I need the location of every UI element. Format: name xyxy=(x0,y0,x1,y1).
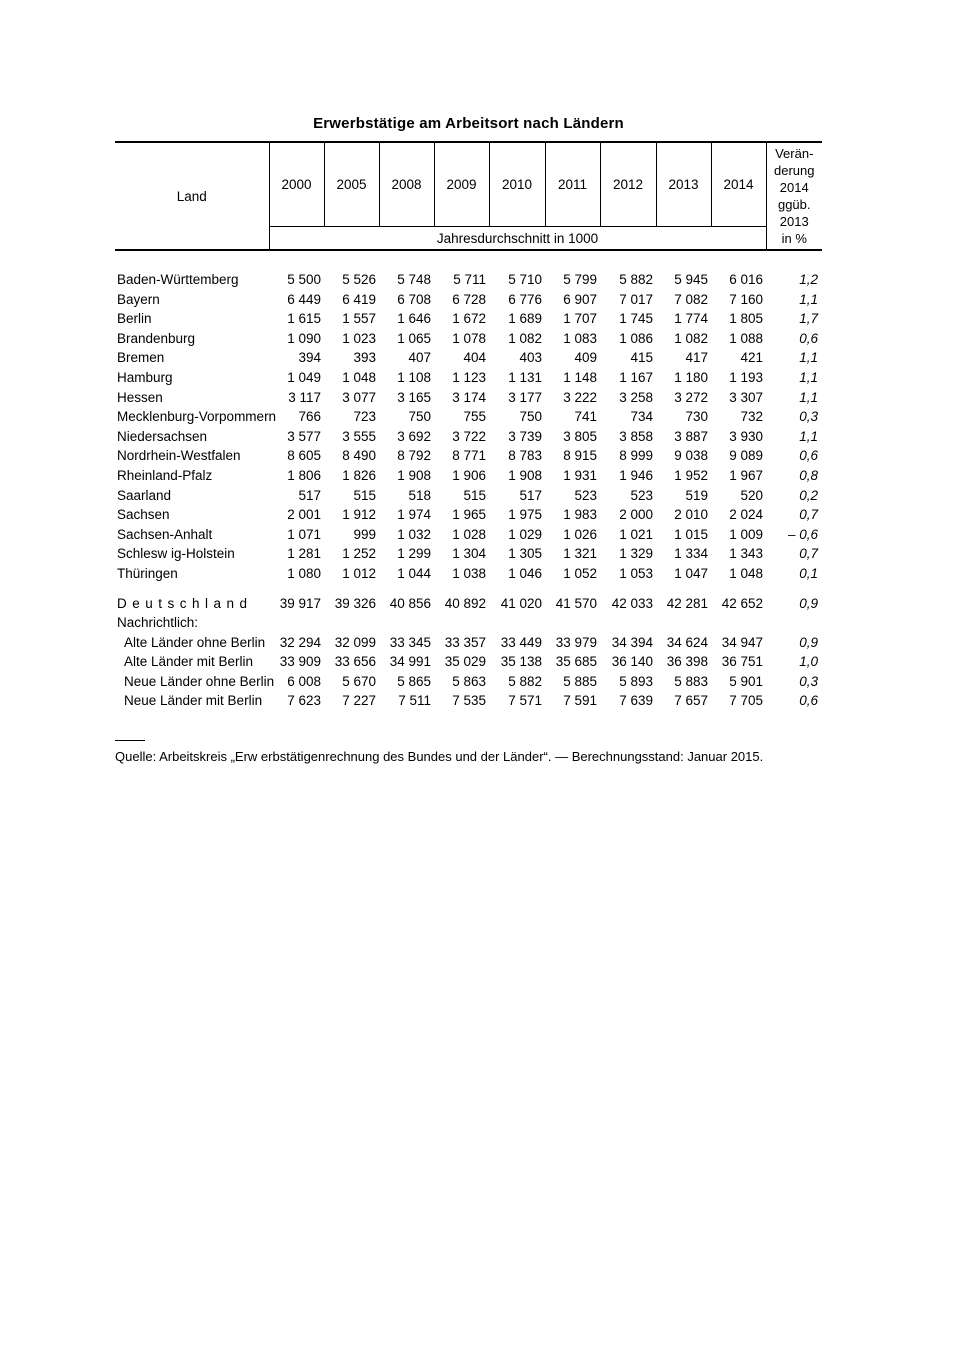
value-cell: 5 885 xyxy=(563,673,597,689)
value-cell: 515 xyxy=(463,487,486,503)
value-cell: 33 449 xyxy=(500,634,542,650)
value-cell: 7 082 xyxy=(674,291,708,307)
value-cell: 3 805 xyxy=(563,428,597,444)
value-cell: 520 xyxy=(740,487,763,503)
change-cell: 0,8 xyxy=(799,467,818,483)
unit-subheader: Jahresdurchschnitt in 1000 xyxy=(269,227,766,251)
table-header xyxy=(115,142,822,250)
value-cell: 5 882 xyxy=(619,272,653,287)
value-cell: 1 805 xyxy=(729,311,763,327)
value-cell: 42 281 xyxy=(666,595,708,611)
value-cell: 1 806 xyxy=(287,467,321,483)
value-cell: 3 858 xyxy=(619,428,653,444)
value-cell: 1 745 xyxy=(619,311,653,327)
value-cell: 41 570 xyxy=(555,595,597,611)
value-cell: 1 021 xyxy=(619,526,653,542)
value-cell: 1 078 xyxy=(452,330,486,346)
header-row-years xyxy=(115,142,822,227)
value-cell: 1 082 xyxy=(674,330,708,346)
value-cell: 33 909 xyxy=(279,654,321,670)
value-cell: 1 044 xyxy=(397,565,431,581)
value-cell: 36 398 xyxy=(666,654,708,670)
value-cell: 519 xyxy=(685,487,708,503)
row-label: Nachrichtlich: xyxy=(117,615,199,631)
value-cell: 1 329 xyxy=(619,546,653,562)
change-cell: 0,1 xyxy=(799,565,818,581)
row-label: Hamburg xyxy=(117,369,173,385)
column-header-year-2011: 2011 xyxy=(545,142,600,227)
value-cell: 7 639 xyxy=(619,693,653,709)
value-cell: 6 419 xyxy=(342,291,376,307)
value-cell: 1 032 xyxy=(397,526,431,542)
change-header-line: in % xyxy=(781,231,807,246)
value-cell: 9 038 xyxy=(674,448,708,464)
value-cell: 7 623 xyxy=(287,693,321,709)
value-cell: 6 776 xyxy=(508,291,542,307)
value-cell: 515 xyxy=(353,487,376,503)
value-cell: 1 131 xyxy=(508,369,542,385)
value-cell: 41 020 xyxy=(500,595,542,611)
change-cell: 0,9 xyxy=(799,595,818,611)
change-cell: 0,3 xyxy=(799,409,818,425)
row-label: Thüringen xyxy=(117,565,178,581)
value-cell: 6 708 xyxy=(397,291,431,307)
value-cell: 7 657 xyxy=(674,693,708,709)
value-cell: 1 946 xyxy=(619,467,653,483)
value-cell: 3 272 xyxy=(674,389,708,405)
table-row xyxy=(115,672,822,692)
value-cell: 517 xyxy=(298,487,321,503)
value-cell: 32 099 xyxy=(334,634,376,650)
value-cell: 750 xyxy=(408,409,431,425)
row-label: Alte Länder mit Berlin xyxy=(124,654,254,670)
value-cell: 6 449 xyxy=(287,291,321,307)
value-cell: 5 526 xyxy=(342,272,376,287)
value-cell: 5 901 xyxy=(729,673,763,689)
value-cell: 1 931 xyxy=(563,467,597,483)
value-cell: 34 991 xyxy=(389,654,431,670)
value-cell: 1 334 xyxy=(674,546,708,562)
value-cell: 5 863 xyxy=(452,673,486,689)
value-cell: 5 748 xyxy=(397,272,431,287)
value-cell xyxy=(600,613,656,633)
value-cell: 1 148 xyxy=(563,369,597,385)
row-label: Deutschland xyxy=(117,595,253,611)
change-cell: 1,1 xyxy=(799,428,818,444)
value-cell: 7 017 xyxy=(619,291,653,307)
value-cell: 1 108 xyxy=(397,369,431,385)
value-cell: 766 xyxy=(298,409,321,425)
value-cell: 1 952 xyxy=(674,467,708,483)
value-cell: 8 771 xyxy=(452,448,486,464)
value-cell: 40 892 xyxy=(444,595,486,611)
spacer-row xyxy=(115,250,822,270)
change-header-line: 2014 xyxy=(779,180,809,195)
value-cell: 3 739 xyxy=(508,428,542,444)
value-cell: 33 357 xyxy=(444,634,486,650)
value-cell: 3 165 xyxy=(397,389,431,405)
value-cell: 1 826 xyxy=(342,467,376,483)
value-cell: 1 083 xyxy=(563,330,597,346)
row-label: Sachsen xyxy=(117,507,170,523)
change-cell: 1,2 xyxy=(799,272,818,287)
value-cell: 33 345 xyxy=(389,634,431,650)
row-label: Alte Länder ohne Berlin xyxy=(124,634,266,650)
value-cell: 3 577 xyxy=(287,428,321,444)
value-cell: 3 174 xyxy=(452,389,486,405)
table-row xyxy=(115,544,822,564)
value-cell: 3 307 xyxy=(729,389,763,405)
value-cell: 1 912 xyxy=(342,507,376,523)
value-cell: 999 xyxy=(353,526,376,542)
value-cell: 1 049 xyxy=(287,369,321,385)
value-cell: 39 917 xyxy=(279,595,321,611)
value-cell: 1 974 xyxy=(397,507,431,523)
value-cell: 3 177 xyxy=(508,389,542,405)
value-cell: 1 086 xyxy=(619,330,653,346)
table-row xyxy=(115,329,822,349)
value-cell: 34 394 xyxy=(611,634,653,650)
value-cell: 36 751 xyxy=(721,654,763,670)
row-label: Baden-Württemberg xyxy=(117,272,239,287)
value-cell: 1 088 xyxy=(729,330,763,346)
value-cell: 1 015 xyxy=(674,526,708,542)
value-cell: 750 xyxy=(519,409,542,425)
value-cell: 8 605 xyxy=(287,448,321,464)
change-cell: 0,7 xyxy=(799,546,818,562)
value-cell: 3 117 xyxy=(288,389,321,405)
source-note: Quelle: Arbeitskreis „Erw erbstätigenrechnung des Bundes und der Länder“. — Berechnungsstand: Januar 2015. xyxy=(115,749,764,764)
table-row xyxy=(115,564,822,584)
table-row xyxy=(115,427,822,447)
value-cell: 34 624 xyxy=(666,634,708,650)
value-cell: 1 906 xyxy=(452,467,486,483)
value-cell: 421 xyxy=(740,350,763,366)
change-cell: 1,0 xyxy=(799,654,818,670)
value-cell: 393 xyxy=(353,350,376,366)
value-cell xyxy=(324,613,379,633)
change-cell: 0,6 xyxy=(799,693,818,709)
value-cell: 1 123 xyxy=(452,369,486,385)
change-cell: – 0,6 xyxy=(787,526,818,542)
page-title: Erwerbstätige am Arbeitsort nach Ländern xyxy=(313,115,624,132)
value-cell: 1 065 xyxy=(397,330,431,346)
value-cell: 8 999 xyxy=(619,448,653,464)
table-row xyxy=(115,348,822,368)
value-cell: 1 167 xyxy=(619,369,653,385)
value-cell: 1 321 xyxy=(563,546,597,562)
value-cell: 8 490 xyxy=(342,448,376,464)
value-cell xyxy=(434,613,489,633)
value-cell: 33 656 xyxy=(334,654,376,670)
value-cell: 3 077 xyxy=(342,389,376,405)
value-cell: 404 xyxy=(463,350,486,366)
value-cell xyxy=(545,613,600,633)
change-cell: 0,2 xyxy=(799,487,818,503)
value-cell: 723 xyxy=(353,409,376,425)
value-cell: 7 571 xyxy=(508,693,542,709)
column-header-year-2012: 2012 xyxy=(600,142,656,227)
row-label: Brandenburg xyxy=(117,330,196,346)
value-cell: 518 xyxy=(408,487,431,503)
value-cell: 5 882 xyxy=(508,673,542,689)
value-cell: 734 xyxy=(630,409,653,425)
value-cell: 2 024 xyxy=(729,507,763,523)
value-cell: 1 343 xyxy=(729,546,763,562)
value-cell: 1 774 xyxy=(674,311,708,327)
value-cell xyxy=(489,613,545,633)
value-cell: 6 728 xyxy=(452,291,486,307)
value-cell: 3 222 xyxy=(563,389,597,405)
change-cell: 1,7 xyxy=(799,311,818,327)
table-row xyxy=(115,446,822,466)
column-header-year-2005: 2005 xyxy=(324,142,379,227)
change-cell xyxy=(766,613,822,633)
value-cell: 1 082 xyxy=(508,330,542,346)
change-header-line: 2013 xyxy=(779,214,809,229)
table-row xyxy=(115,486,822,506)
row-label: Sachsen-Anhalt xyxy=(117,526,213,542)
value-cell: 1 052 xyxy=(563,565,597,581)
value-cell: 415 xyxy=(630,350,653,366)
row-label: Neue Länder mit Berlin xyxy=(124,693,263,709)
column-header-land: Land xyxy=(115,142,269,250)
value-cell: 42 652 xyxy=(721,595,763,611)
table-row xyxy=(115,525,822,545)
column-header-year-2014: 2014 xyxy=(711,142,766,227)
table-row xyxy=(115,368,822,388)
value-cell: 1 281 xyxy=(287,546,321,562)
value-cell: 517 xyxy=(519,487,542,503)
table-row xyxy=(115,633,822,653)
value-cell: 403 xyxy=(519,350,542,366)
value-cell: 42 033 xyxy=(611,595,653,611)
value-cell: 1 615 xyxy=(287,311,321,327)
value-cell: 1 299 xyxy=(397,546,431,562)
column-header-year-2008: 2008 xyxy=(379,142,434,227)
value-cell: 5 865 xyxy=(397,673,431,689)
table-row xyxy=(115,652,822,672)
value-cell: 1 193 xyxy=(729,369,763,385)
value-cell: 523 xyxy=(574,487,597,503)
value-cell: 40 856 xyxy=(389,595,431,611)
value-cell: 5 799 xyxy=(563,272,597,287)
value-cell: 1 048 xyxy=(342,369,376,385)
value-cell: 1 038 xyxy=(452,565,486,581)
value-cell: 9 089 xyxy=(729,448,763,464)
value-cell: 1 046 xyxy=(508,565,542,581)
value-cell: 3 555 xyxy=(342,428,376,444)
value-cell: 523 xyxy=(630,487,653,503)
value-cell: 1 252 xyxy=(342,546,376,562)
value-cell: 1 908 xyxy=(397,467,431,483)
table-row xyxy=(115,613,822,633)
value-cell: 1 180 xyxy=(674,369,708,385)
value-cell xyxy=(269,613,324,633)
table-row xyxy=(115,270,822,290)
row-label: Hessen xyxy=(117,389,163,405)
column-header-year-2010: 2010 xyxy=(489,142,545,227)
value-cell: 5 893 xyxy=(619,673,653,689)
value-cell: 6 907 xyxy=(563,291,597,307)
row-label: Rheinland-Pfalz xyxy=(117,467,213,483)
change-cell: 0,3 xyxy=(799,673,818,689)
value-cell: 1 047 xyxy=(674,565,708,581)
value-cell: 8 783 xyxy=(508,448,542,464)
value-cell: 1 646 xyxy=(397,311,431,327)
change-cell: 0,7 xyxy=(799,507,818,523)
value-cell: 1 028 xyxy=(452,526,486,542)
value-cell: 1 071 xyxy=(287,526,321,542)
row-label: Bayern xyxy=(117,291,160,307)
value-cell xyxy=(379,613,434,633)
value-cell: 3 692 xyxy=(397,428,431,444)
value-cell: 755 xyxy=(463,409,486,425)
row-label: Nordrhein-Westfalen xyxy=(117,448,241,464)
table-row xyxy=(115,691,822,711)
value-cell: 1 983 xyxy=(563,507,597,523)
value-cell: 1 304 xyxy=(452,546,486,562)
change-cell: 0,9 xyxy=(799,634,818,650)
value-cell: 7 591 xyxy=(563,693,597,709)
value-cell: 1 689 xyxy=(508,311,542,327)
value-cell: 5 883 xyxy=(674,673,708,689)
value-cell: 7 705 xyxy=(729,693,763,709)
value-cell: 8 792 xyxy=(397,448,431,464)
value-cell: 1 090 xyxy=(287,330,321,346)
value-cell: 1 975 xyxy=(508,507,542,523)
column-header-year-2000: 2000 xyxy=(269,142,324,227)
value-cell: 5 710 xyxy=(508,272,542,287)
value-cell: 1 023 xyxy=(342,330,376,346)
row-label: Berlin xyxy=(117,311,152,327)
value-cell: 5 500 xyxy=(287,272,321,287)
footnote-separator-rule xyxy=(115,740,145,741)
value-cell: 7 535 xyxy=(452,693,486,709)
value-cell: 36 140 xyxy=(611,654,653,670)
value-cell: 7 227 xyxy=(342,693,376,709)
change-cell: 1,1 xyxy=(799,350,818,366)
row-label: Neue Länder ohne Berlin xyxy=(124,673,275,689)
spacer-cell xyxy=(115,584,822,594)
table-row xyxy=(115,309,822,329)
value-cell: 1 908 xyxy=(508,467,542,483)
value-cell: 1 053 xyxy=(619,565,653,581)
spacer-cell xyxy=(115,250,822,270)
value-cell: 2 001 xyxy=(287,507,321,523)
column-header-year-2009: 2009 xyxy=(434,142,489,227)
value-cell: 409 xyxy=(574,350,597,366)
value-cell: 407 xyxy=(408,350,431,366)
value-cell: 35 685 xyxy=(555,654,597,670)
column-header-change xyxy=(766,142,822,250)
value-cell: 417 xyxy=(685,350,708,366)
value-cell: 33 979 xyxy=(555,634,597,650)
value-cell: 730 xyxy=(685,409,708,425)
value-cell: 2 000 xyxy=(619,507,653,523)
value-cell: 7 511 xyxy=(398,693,431,709)
change-cell: 0,6 xyxy=(799,448,818,464)
change-header-line: Verän- xyxy=(775,146,814,161)
change-cell: 1,1 xyxy=(799,389,818,405)
row-label: Bremen xyxy=(117,350,165,366)
table-row xyxy=(115,388,822,408)
value-cell: 3 722 xyxy=(452,428,486,444)
value-cell: 1 557 xyxy=(342,311,376,327)
change-cell: 1,1 xyxy=(799,291,818,307)
change-cell: 0,6 xyxy=(799,330,818,346)
value-cell: 1 967 xyxy=(729,467,763,483)
table-row xyxy=(115,466,822,486)
row-label: Saarland xyxy=(117,487,172,503)
value-cell: 1 029 xyxy=(508,526,542,542)
value-cell: 35 029 xyxy=(444,654,486,670)
value-cell xyxy=(656,613,711,633)
value-cell: 394 xyxy=(298,350,321,366)
change-header-line: derung xyxy=(774,163,815,178)
spacer-row xyxy=(115,584,822,594)
value-cell: 1 080 xyxy=(287,565,321,581)
value-cell: 1 026 xyxy=(563,526,597,542)
value-cell: 5 945 xyxy=(674,272,708,287)
value-cell: 1 012 xyxy=(342,565,376,581)
column-header-year-2013: 2013 xyxy=(656,142,711,227)
value-cell: 1 965 xyxy=(452,507,486,523)
value-cell: 5 670 xyxy=(342,673,376,689)
value-cell: 3 930 xyxy=(729,428,763,444)
value-cell: 2 010 xyxy=(674,507,708,523)
value-cell: 3 887 xyxy=(674,428,708,444)
value-cell: 39 326 xyxy=(334,595,376,611)
row-label: Niedersachsen xyxy=(117,428,208,444)
table-row xyxy=(115,407,822,427)
value-cell: 1 048 xyxy=(729,565,763,581)
value-cell: 732 xyxy=(740,409,763,425)
table-row xyxy=(115,505,822,525)
value-cell: 35 138 xyxy=(500,654,542,670)
change-cell: 1,1 xyxy=(799,369,818,385)
table-body xyxy=(115,250,822,711)
statistics-table xyxy=(115,141,822,711)
table-row xyxy=(115,290,822,310)
row-label: Schlesw ig-Holstein xyxy=(117,546,235,562)
value-cell: 3 258 xyxy=(619,389,653,405)
row-label: Mecklenburg-Vorpommern xyxy=(117,409,277,425)
value-cell: 1 672 xyxy=(452,311,486,327)
value-cell: 32 294 xyxy=(279,634,321,650)
value-cell xyxy=(711,613,766,633)
value-cell: 7 160 xyxy=(729,291,763,307)
value-cell: 6 016 xyxy=(729,272,763,287)
value-cell: 741 xyxy=(574,409,597,425)
value-cell: 1 707 xyxy=(563,311,597,327)
value-cell: 34 947 xyxy=(721,634,763,650)
change-header-line: ggüb. xyxy=(777,197,811,212)
value-cell: 1 009 xyxy=(729,526,763,542)
value-cell: 1 305 xyxy=(508,546,542,562)
table-row xyxy=(115,594,822,614)
value-cell: 8 915 xyxy=(563,448,597,464)
value-cell: 5 711 xyxy=(453,272,486,287)
value-cell: 6 008 xyxy=(287,673,321,689)
